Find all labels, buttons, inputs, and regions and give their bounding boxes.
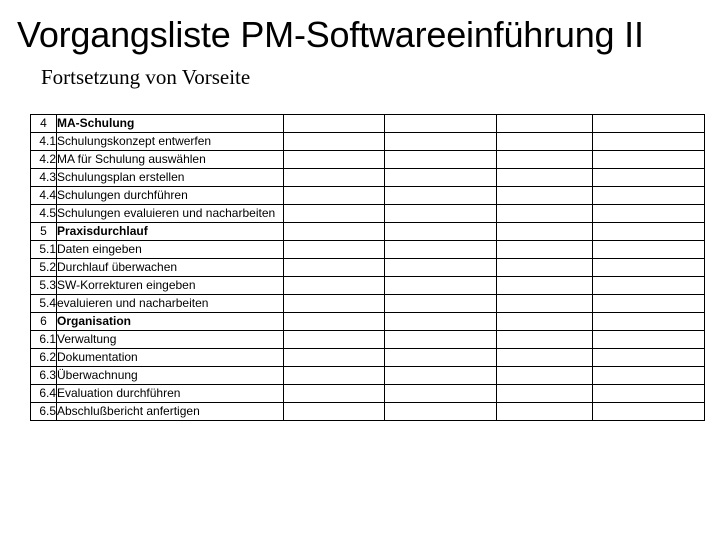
empty-cell — [284, 151, 385, 169]
empty-cell — [284, 385, 385, 403]
empty-cell — [593, 367, 705, 385]
empty-cell — [385, 151, 497, 169]
empty-cell — [593, 187, 705, 205]
empty-cell — [593, 133, 705, 151]
page-title: Vorgangsliste PM-Softwareeinführung II — [17, 14, 644, 55]
empty-cell — [593, 385, 705, 403]
table-row — [31, 133, 705, 151]
table-row — [31, 241, 705, 259]
empty-cell — [385, 115, 497, 133]
empty-cell — [497, 187, 593, 205]
task-name: SW-Korrekturen eingeben — [57, 277, 284, 295]
empty-cell — [284, 349, 385, 367]
table-row — [31, 151, 705, 169]
task-group-heading: Praxisdurchlauf — [57, 223, 284, 241]
empty-cell — [385, 187, 497, 205]
empty-cell — [284, 115, 385, 133]
task-name: Überwachnung — [57, 367, 284, 385]
empty-cell — [497, 385, 593, 403]
task-number: 5.3 — [31, 277, 57, 295]
empty-cell — [284, 277, 385, 295]
empty-cell — [385, 169, 497, 187]
task-number: 4.1 — [31, 133, 57, 151]
empty-cell — [593, 151, 705, 169]
task-number: 5.1 — [31, 241, 57, 259]
empty-cell — [593, 331, 705, 349]
empty-cell — [284, 259, 385, 277]
empty-cell — [497, 133, 593, 151]
task-name: Schulungen evaluieren und nacharbeiten — [57, 205, 284, 223]
empty-cell — [497, 331, 593, 349]
task-name: Evaluation durchführen — [57, 385, 284, 403]
empty-cell — [497, 349, 593, 367]
table-row — [31, 187, 705, 205]
empty-cell — [385, 313, 497, 331]
empty-cell — [385, 331, 497, 349]
table-row — [31, 169, 705, 187]
empty-cell — [593, 277, 705, 295]
empty-cell — [385, 385, 497, 403]
task-table-body — [31, 115, 705, 421]
empty-cell — [284, 169, 385, 187]
empty-cell — [497, 403, 593, 421]
table-row — [31, 385, 705, 403]
table-row — [31, 205, 705, 223]
empty-cell — [497, 295, 593, 313]
empty-cell — [497, 223, 593, 241]
empty-cell — [284, 133, 385, 151]
task-name: Durchlauf überwachen — [57, 259, 284, 277]
page-subtitle: Fortsetzung von Vorseite — [41, 65, 251, 89]
table-row — [31, 403, 705, 421]
table-row — [31, 313, 705, 331]
empty-cell — [593, 259, 705, 277]
empty-cell — [497, 259, 593, 277]
task-name: Verwaltung — [57, 331, 284, 349]
task-name: Schulungsplan erstellen — [57, 169, 284, 187]
task-number: 6.1 — [31, 331, 57, 349]
task-number: 6.3 — [31, 367, 57, 385]
task-group-heading: Organisation — [57, 313, 284, 331]
empty-cell — [385, 205, 497, 223]
task-number: 6.2 — [31, 349, 57, 367]
table-row — [31, 367, 705, 385]
empty-cell — [497, 115, 593, 133]
empty-cell — [284, 331, 385, 349]
empty-cell — [497, 367, 593, 385]
table-row — [31, 349, 705, 367]
task-number: 5.4 — [31, 295, 57, 313]
empty-cell — [385, 349, 497, 367]
empty-cell — [593, 223, 705, 241]
empty-cell — [593, 313, 705, 331]
task-name: Abschlußbericht anfertigen — [57, 403, 284, 421]
task-name: evaluieren und nacharbeiten — [57, 295, 284, 313]
task-number: 4.3 — [31, 169, 57, 187]
empty-cell — [284, 241, 385, 259]
task-number: 4 — [31, 115, 57, 133]
task-number: 6.4 — [31, 385, 57, 403]
task-number: 4.5 — [31, 205, 57, 223]
task-name: Schulungskonzept entwerfen — [57, 133, 284, 151]
table-row — [31, 331, 705, 349]
empty-cell — [385, 403, 497, 421]
empty-cell — [497, 151, 593, 169]
empty-cell — [497, 277, 593, 295]
empty-cell — [385, 259, 497, 277]
empty-cell — [593, 205, 705, 223]
task-number: 5.2 — [31, 259, 57, 277]
task-group-heading: MA-Schulung — [57, 115, 284, 133]
empty-cell — [497, 205, 593, 223]
empty-cell — [284, 295, 385, 313]
empty-cell — [385, 367, 497, 385]
table-row — [31, 259, 705, 277]
empty-cell — [284, 367, 385, 385]
empty-cell — [385, 133, 497, 151]
empty-cell — [593, 241, 705, 259]
task-name: Daten eingeben — [57, 241, 284, 259]
empty-cell — [497, 169, 593, 187]
task-name: Dokumentation — [57, 349, 284, 367]
task-number: 6 — [31, 313, 57, 331]
task-table — [30, 114, 705, 421]
task-number: 5 — [31, 223, 57, 241]
empty-cell — [593, 403, 705, 421]
task-number: 6.5 — [31, 403, 57, 421]
empty-cell — [593, 349, 705, 367]
empty-cell — [284, 403, 385, 421]
task-number: 4.4 — [31, 187, 57, 205]
empty-cell — [385, 277, 497, 295]
empty-cell — [385, 223, 497, 241]
empty-cell — [385, 241, 497, 259]
empty-cell — [284, 223, 385, 241]
empty-cell — [497, 313, 593, 331]
empty-cell — [284, 187, 385, 205]
empty-cell — [284, 205, 385, 223]
table-row — [31, 277, 705, 295]
empty-cell — [593, 169, 705, 187]
empty-cell — [593, 295, 705, 313]
empty-cell — [593, 115, 705, 133]
task-name: MA für Schulung auswählen — [57, 151, 284, 169]
task-name: Schulungen durchführen — [57, 187, 284, 205]
table-row — [31, 223, 705, 241]
empty-cell — [385, 295, 497, 313]
empty-cell — [497, 241, 593, 259]
empty-cell — [284, 313, 385, 331]
table-row — [31, 295, 705, 313]
table-row — [31, 115, 705, 133]
task-number: 4.2 — [31, 151, 57, 169]
